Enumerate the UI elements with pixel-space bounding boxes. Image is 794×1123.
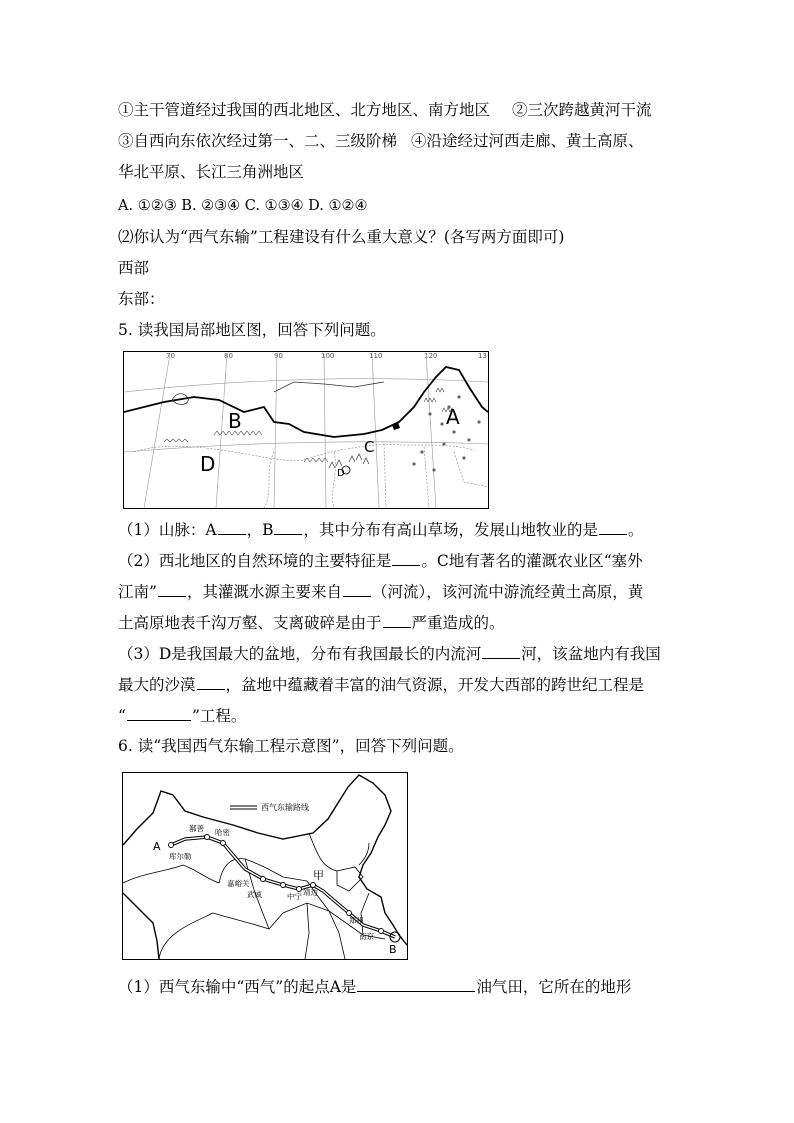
point-a-label: A <box>153 840 161 853</box>
answer-blank[interactable] <box>274 519 302 535</box>
answer-blank[interactable] <box>218 519 246 535</box>
black-highlight <box>392 422 400 430</box>
marker-jia: 甲 <box>313 869 324 882</box>
q5-title: 5. 读我国局部地区图，回答下列问题。 <box>118 321 386 339</box>
q5-part-2-line-2: 江南” ，其灌溉水源主要来自 （河流），该河流中游流经黄土高原，黄 <box>118 583 644 601</box>
map-label-a: A <box>446 405 460 429</box>
lon-label: 120 <box>424 352 438 360</box>
answer-blank[interactable] <box>599 519 627 535</box>
q5-part-3-line-2: 最大的沙漠 ，盆地中蕴藏着丰富的油气资源，开发大西部的跨世纪工程是 <box>118 676 645 694</box>
map-label-d: D <box>200 452 216 476</box>
q5-regional-map <box>123 351 489 509</box>
statement-1: ①主干管道经过我国的西北地区、北方地区、南方地区 <box>118 101 491 119</box>
country-border <box>124 367 488 437</box>
city-label: 哈密 <box>215 828 230 837</box>
statement-3: ③自西向东依次经过第一、二、三级阶梯 <box>118 132 398 150</box>
answer-blank[interactable] <box>343 581 371 597</box>
q6-part-1: （1）西气东输中“西气”的起点A是 油气田，它所在的地形 <box>118 978 632 996</box>
q4-statement-line-3: 华北平原、长江三角洲地区 <box>118 163 305 181</box>
q5-part-2-line-1: （2）西北地区的自然环境的主要特征是 。C地有著名的灌溉农业区“塞外 <box>118 552 643 570</box>
river <box>274 382 384 392</box>
q4-subquestion-2: ⑵你认为“西气东输”工程建设有什么重大意义？(各写两方面即可) <box>118 228 565 246</box>
lon-label: 13 <box>478 352 487 360</box>
q6-title: 6. 读“我国西气东输工程示意图”，回答下列问题。 <box>118 737 464 755</box>
answer-blank[interactable] <box>158 581 186 597</box>
lon-label: 110 <box>369 352 383 360</box>
city-label: 南京 <box>359 932 374 941</box>
map-legend <box>230 802 309 812</box>
province-boundary <box>134 444 488 508</box>
legend-label: 西气东输路线 <box>261 803 309 812</box>
answer-blank[interactable] <box>392 550 420 566</box>
answer-blank[interactable] <box>197 674 225 690</box>
lon-label: 90 <box>274 352 283 360</box>
map-label-d-small: D <box>337 468 345 479</box>
map-label-b: B <box>228 409 242 433</box>
lon-label: 100 <box>321 352 335 360</box>
answer-blank[interactable] <box>357 976 475 992</box>
q5-part-3-line-3: “ ”工程。 <box>118 707 247 725</box>
q5-map-figure <box>124 352 488 508</box>
city-label: 库尔勒 <box>169 852 192 861</box>
q4-statement-line-2 <box>118 131 644 151</box>
q5-part-2-line-3: 土高原地表千沟万壑、支离破碎是由于 严重造成的。 <box>118 614 505 632</box>
city-label: 鄯善 <box>189 824 204 833</box>
map-label-c: C <box>364 438 375 456</box>
statement-4: ④沿途经过河西走廊、黄土高原、 <box>411 132 644 150</box>
graticule <box>124 354 488 508</box>
q4-options: A. ①②③ B. ②③④ C. ①③④ D. ①②④ <box>118 198 368 214</box>
q4-statement-line-1 <box>118 100 652 120</box>
city-label: 中宁 <box>287 892 302 901</box>
q4-west-label: 西部 <box>118 259 150 277</box>
lon-label: 70 <box>166 352 175 360</box>
q5-part-3-line-1: （3）D是我国最大的盆地，分布有我国最长的内流河 河，该盆地内有我国 <box>118 645 661 663</box>
answer-blank[interactable] <box>127 705 191 721</box>
q5-part-1: （1）山脉：A ，B ，其中分布有高山草场，发展山地牧业的是 。 <box>118 521 644 539</box>
point-b-label: B <box>389 943 397 956</box>
answer-blank[interactable] <box>482 643 520 659</box>
answer-blank[interactable] <box>383 612 411 628</box>
q6-map-figure <box>123 773 407 959</box>
city-label: 嘉峪关 <box>227 879 250 888</box>
city-label: 武威 <box>247 890 262 899</box>
statement-2: ②三次跨越黄河干流 <box>512 101 652 119</box>
country-outline-west <box>123 893 159 959</box>
city-label: 郑州 <box>349 916 364 925</box>
city-label: 靖边 <box>303 888 318 897</box>
lon-label: 80 <box>224 352 233 360</box>
q4-east-label: 东部： <box>118 290 165 308</box>
q6-pipeline-map <box>122 772 408 960</box>
